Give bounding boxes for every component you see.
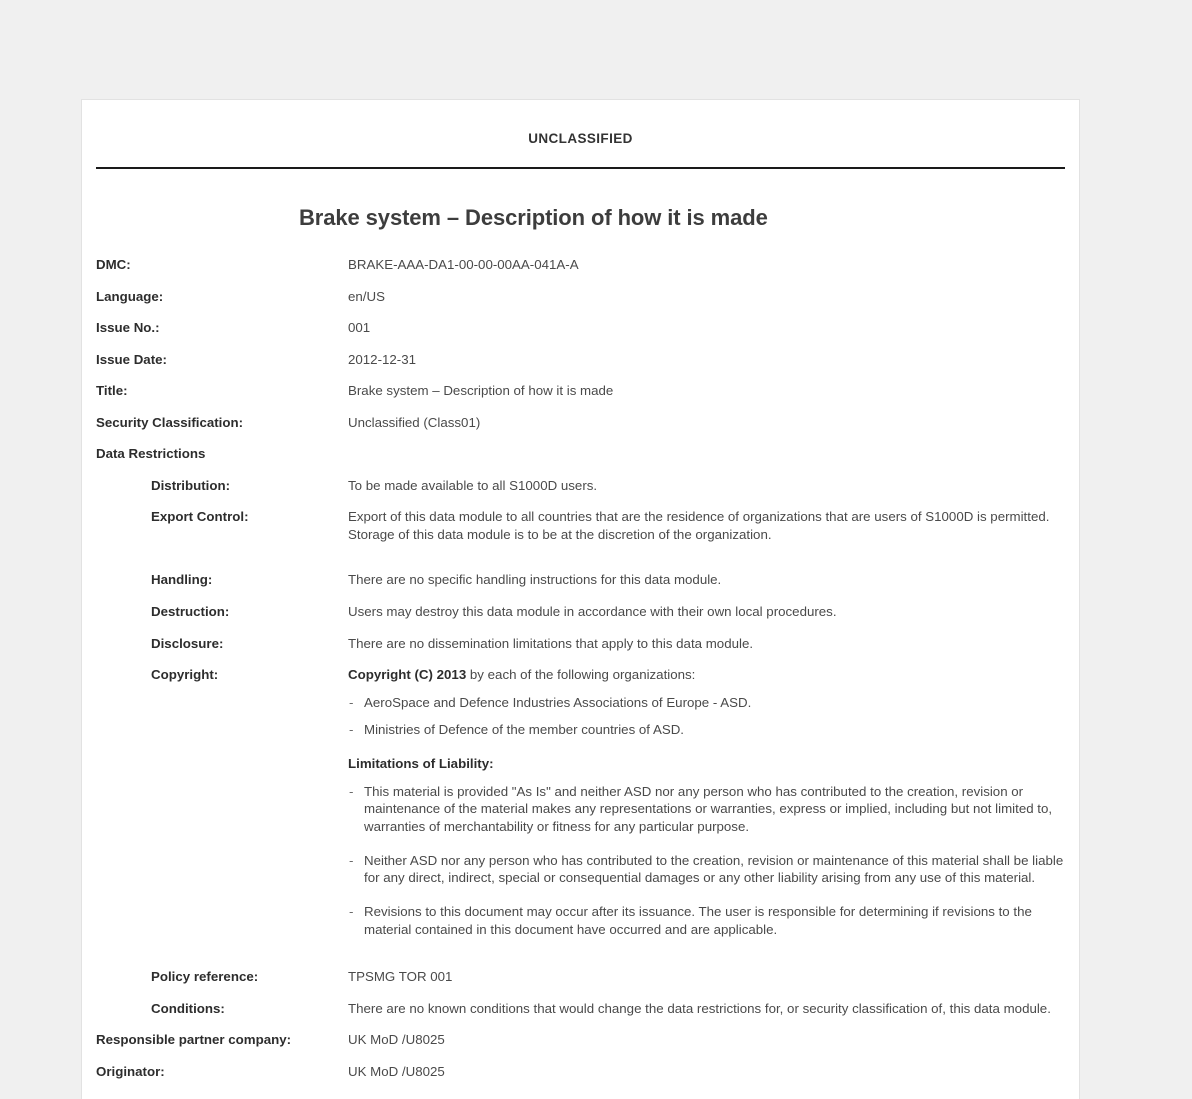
copyright-organizations-list [348,694,1065,739]
table-row [96,666,1065,968]
list-item-text: Ministries of Defence of the member countries of ASD. [364,722,685,738]
copyright-label: Copyright: [151,667,219,683]
table-row [96,508,1065,571]
data-restrictions-heading-row [96,445,1065,477]
title-value: Brake system – Description of how it is made [348,383,614,399]
list-item-text: Revisions to this document may occur after its issuance. The user is responsible for determining if revisions to the material contained in this document have occurred and are applicable. [364,904,1032,937]
list-item [348,721,1065,739]
table-row [96,351,1065,383]
language-value: en/US [348,288,385,304]
language-label: Language: [96,288,164,304]
limitations-of-liability-heading: Limitations of Liability: [348,756,494,772]
copyright-notice: Copyright (C) 2013 [348,667,467,683]
document-page [81,99,1080,1099]
table-row [96,571,1065,603]
title-label: Title: [96,383,128,399]
page-title: Brake system – Description of how it is made [299,205,768,230]
destruction-value: Users may destroy this data module in accordance with their own local procedures. [348,604,837,620]
table-row [96,968,1065,1000]
table-row [96,288,1065,320]
policy-reference-label: Policy reference: [151,969,259,985]
dmc-label: DMC: [96,257,131,272]
table-row [96,635,1065,667]
bullet-dash-icon: - [349,694,354,710]
issue-no-label: Issue No.: [96,320,160,336]
list-item-text: Neither ASD nor any person who has contributed to the creation, revision or maintenance of this material shall be liable for any direct, indirect, special or consequential damages or any other liability arising from any use of this material. [364,852,1064,886]
bullet-dash-icon: - [349,852,354,868]
table-row [96,1000,1065,1032]
distribution-value: To be made available to all S1000D users. [348,477,598,493]
table-row [96,1031,1065,1063]
classification-banner: UNCLASSIFIED [528,131,633,146]
list-item [348,903,1065,938]
dmc-value: BRAKE-AAA-DA1-00-00-00AA-041A-A [348,257,579,272]
copyright-line [348,666,1065,684]
disclosure-label: Disclosure: [151,635,224,651]
conditions-value: There are no known conditions that would change the data restrictions for, or security classification of, this data module. [348,1000,1051,1016]
originator-label: Originator: [96,1064,165,1080]
list-item [348,694,1065,712]
bullet-dash-icon: - [349,722,354,738]
handling-label: Handling: [151,572,213,588]
table-row [96,414,1065,446]
copyright-rest: by each of the following organizations: [466,667,696,683]
security-classification-label: Security Classification: [96,414,244,430]
security-classification-value: Unclassified (Class01) [348,414,481,430]
export-control-label: Export Control: [151,509,249,525]
bullet-dash-icon: - [349,904,354,920]
table-row [96,603,1065,635]
limitations-of-liability-list [348,783,1065,939]
list-item [348,852,1065,887]
page-content [82,100,1079,1095]
responsible-partner-company-value: UK MoD /U8025 [348,1032,445,1048]
issue-no-value: 001 [348,320,371,336]
policy-reference-value: TPSMG TOR 001 [348,969,453,985]
disclosure-value: There are no dissemination limitations that apply to this data module. [348,635,754,651]
metadata-table [96,256,1065,1095]
copyright-value [348,666,1065,968]
table-row [96,477,1065,509]
responsible-partner-company-label: Responsible partner company: [96,1032,292,1048]
bullet-dash-icon: - [349,783,354,799]
destruction-label: Destruction: [151,604,230,620]
issue-date-label: Issue Date: [96,351,167,367]
issue-date-value: 2012-12-31 [348,351,417,367]
handling-value: There are no specific handling instructions for this data module. [348,572,722,588]
data-restrictions-heading: Data Restrictions [96,446,206,462]
originator-value: UK MoD /U8025 [348,1064,445,1080]
list-item-text: AeroSpace and Defence Industries Associations of Europe - ASD. [364,694,752,710]
data-restrictions-heading-spacer [348,445,1065,477]
export-control-value: Export of this data module to all countries that are the residence of organizations that are users of S1000D is permitted. Storage of this data module is to be at the discretion of the organization. [348,509,1050,542]
list-item [348,783,1065,836]
conditions-label: Conditions: [151,1000,225,1016]
table-row [96,256,1065,288]
table-row [96,1063,1065,1095]
table-row [96,382,1065,414]
table-row [96,319,1065,351]
distribution-label: Distribution: [151,477,231,493]
list-item-text: This material is provided "As Is" and neither ASD nor any person who has contributed to the creation, revision or maintenance of the material makes any representations or warranties, express or implied, including but not limited to, warranties of merchantability or fitness for any particular purpose. [364,783,1053,835]
